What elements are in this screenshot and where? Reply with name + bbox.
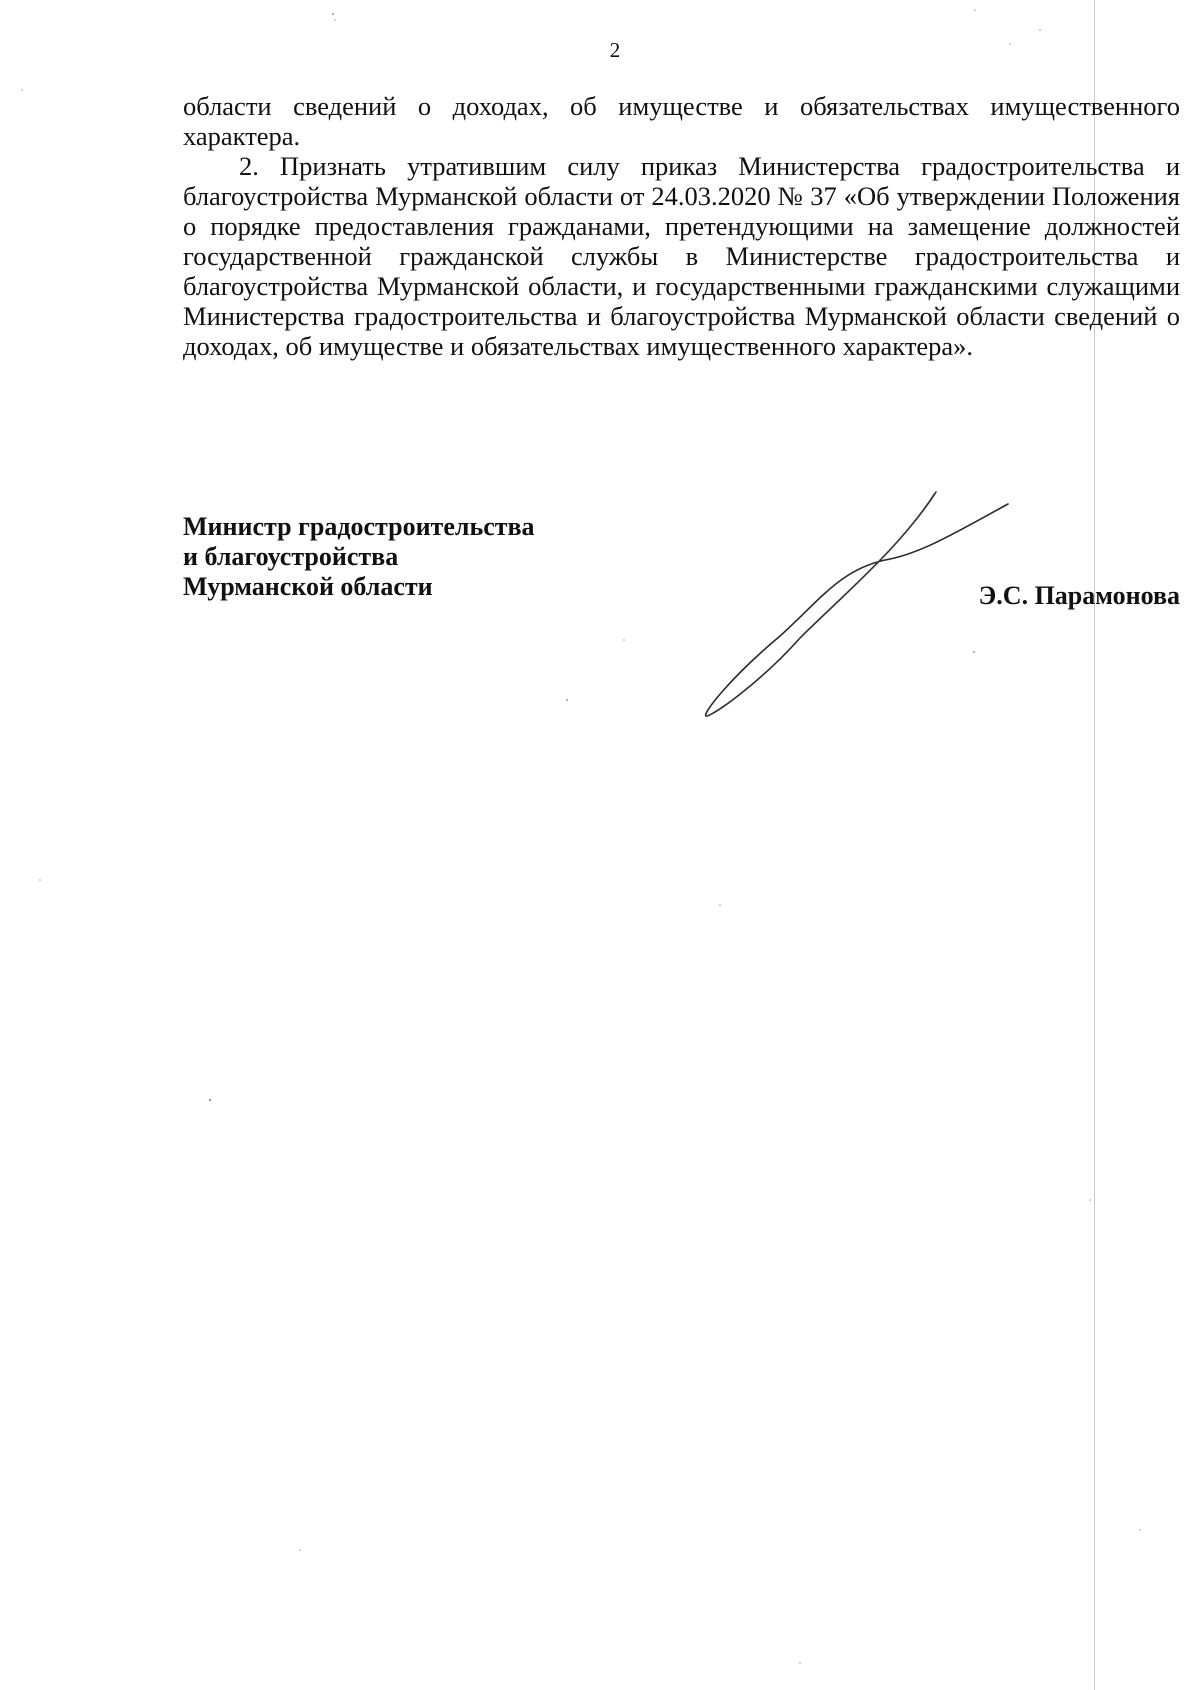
paragraph-continuation: области сведений о доходах, об имуществе и обязательствах имущественного характера. [183,91,1180,151]
signatory-title-line-1: Министр градостроительства [183,512,535,541]
page-number: 2 [609,38,621,62]
signatory-title-line-2: и благоустройства [183,542,399,571]
document-body [183,91,1180,361]
signatory-title-line-3: Мурманской области [183,572,433,601]
signer-name: Э.С. Парамонова [978,581,1180,610]
signatory-title [183,512,535,602]
paragraph-item-2: 2. Признать утратившим силу приказ Министерства градостроительства и благоустройства Мурманской области от 24.03.2020 № 37 «Об утверждении Положения о порядке предоставления гражданами, претендующими на замещение должностей государственной гражданской службы в Министерстве градостроительства и благоустройства Мурманской области, и государственными гражданскими служащими Министерства градостроительства и благоустройства Мурманской области сведений о доходах, об имуществе и обязательствах имущественного характера». [183,151,1180,361]
